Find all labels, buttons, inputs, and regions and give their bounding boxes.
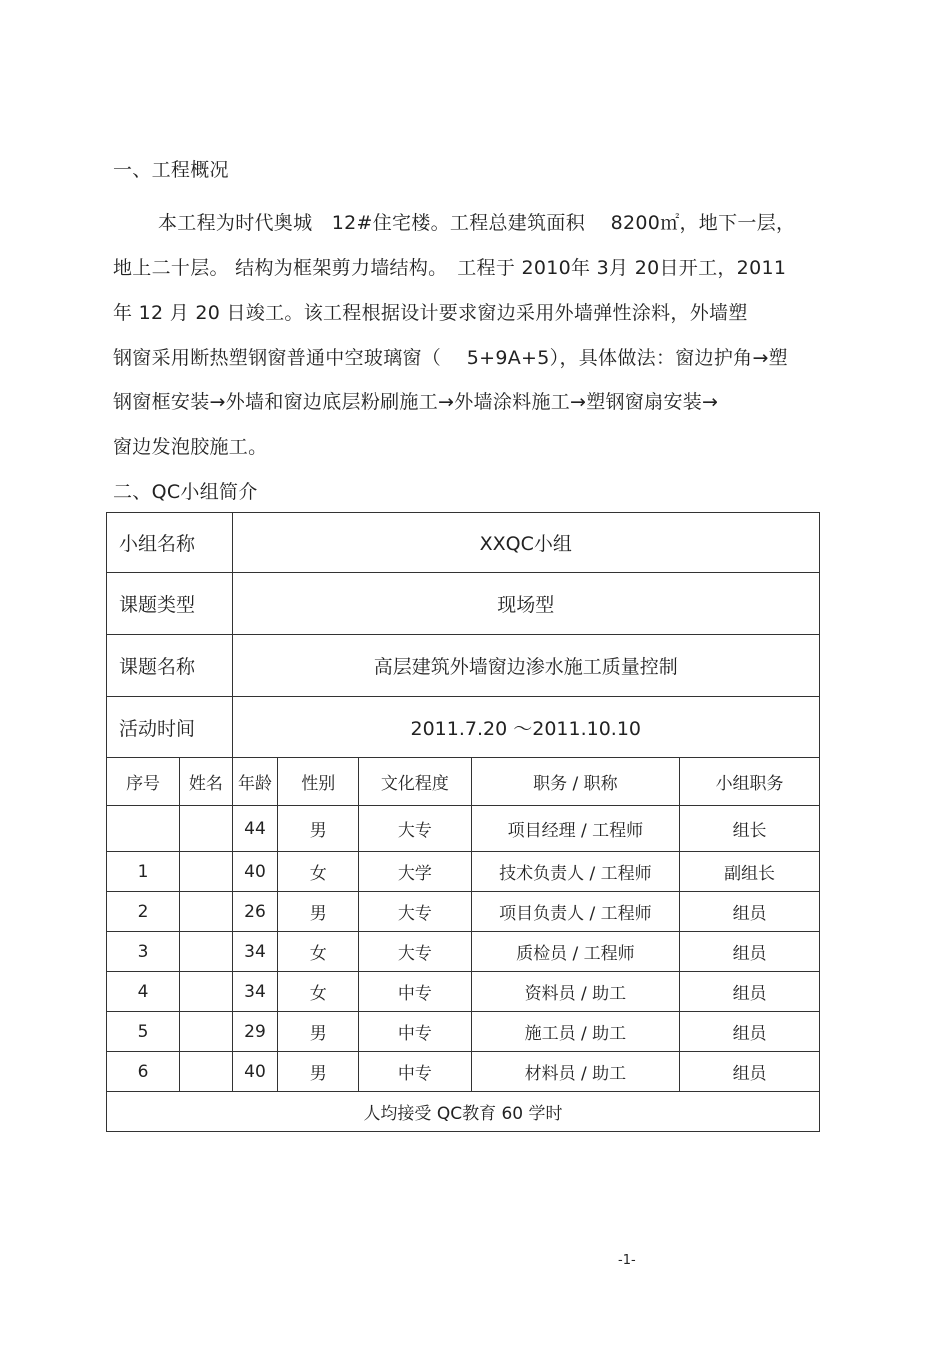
training-hours-note: 人均接受 QC教育 60 学时 (107, 1092, 820, 1132)
table-row (107, 932, 820, 972)
page-number: -1- (618, 1253, 636, 1268)
cell-title: 项目负责人 / 工程师 (471, 892, 680, 932)
cell-name (180, 852, 232, 892)
col-header-name: 姓名 (180, 758, 232, 806)
cell-education: 中专 (359, 972, 471, 1012)
group-name-label: 小组名称 (107, 513, 233, 573)
cell-education: 大学 (359, 852, 471, 892)
paragraph-line-1: 本工程为时代奥城 12#住宅楼。工程总建筑面积 8200㎡，地下一层， (158, 212, 796, 234)
qc-group-table (106, 512, 820, 1132)
cell-education: 大专 (359, 932, 471, 972)
cell-title: 质检员 / 工程师 (471, 932, 680, 972)
cell-name (180, 932, 232, 972)
cell-name (180, 972, 232, 1012)
topic-name-value: 高层建筑外墙窗边渗水施工质量控制 (232, 635, 819, 697)
table-row (107, 1052, 820, 1092)
cell-group-role: 组员 (680, 1012, 820, 1052)
cell-group-role: 组员 (680, 892, 820, 932)
col-header-group-role: 小组职务 (680, 758, 820, 806)
cell-gender: 女 (278, 852, 359, 892)
col-header-title: 职务 / 职称 (471, 758, 680, 806)
paragraph-line-5: 钢窗框安装→外墙和窗边底层粉刷施工→外墙涂料施工→塑钢窗扇安装→ (113, 391, 719, 413)
paragraph-line-4: 钢窗采用断热塑钢窗普通中空玻璃窗（ 5+9A+5），具体做法：窗边护角→塑 (113, 347, 788, 369)
cell-group-role: 组员 (680, 932, 820, 972)
cell-gender: 男 (278, 1012, 359, 1052)
cell-name (180, 1012, 232, 1052)
col-header-gender: 性别 (278, 758, 359, 806)
cell-no: 4 (107, 972, 180, 1012)
cell-title: 资料员 / 助工 (471, 972, 680, 1012)
topic-type-label: 课题类型 (107, 573, 233, 635)
cell-no: 1 (107, 852, 180, 892)
activity-time-row (107, 697, 820, 758)
cell-gender: 女 (278, 972, 359, 1012)
cell-name (180, 806, 232, 852)
cell-title: 项目经理 / 工程师 (471, 806, 680, 852)
cell-age: 40 (232, 1052, 278, 1092)
group-name-value: XXQC小组 (232, 513, 819, 573)
cell-group-role: 副组长 (680, 852, 820, 892)
table-row (107, 806, 820, 852)
topic-name-label: 课题名称 (107, 635, 233, 697)
cell-age: 34 (232, 972, 278, 1012)
paragraph-line-6: 窗边发泡胶施工。 (113, 436, 268, 458)
cell-no: 6 (107, 1052, 180, 1092)
cell-age: 34 (232, 932, 278, 972)
activity-time-label: 活动时间 (107, 697, 233, 758)
cell-no: 2 (107, 892, 180, 932)
cell-age: 29 (232, 1012, 278, 1052)
cell-name (180, 892, 232, 932)
cell-gender: 男 (278, 1052, 359, 1092)
paragraph-line-3: 年 12 月 20 日竣工。该工程根据设计要求窗边采用外墙弹性涂料，外墙塑 (113, 302, 748, 324)
cell-gender: 男 (278, 892, 359, 932)
cell-age: 26 (232, 892, 278, 932)
cell-title: 施工员 / 助工 (471, 1012, 680, 1052)
paragraph-line-2: 地上二十层。 结构为框架剪力墙结构。 工程于 2010年 3月 20日开工，2011 (113, 257, 787, 279)
cell-group-role: 组员 (680, 972, 820, 1012)
section2-heading: 二、QC小组简介 (113, 481, 258, 503)
activity-time-value: 2011.7.20 ～2011.10.10 (232, 697, 819, 758)
cell-title: 材料员 / 助工 (471, 1052, 680, 1092)
table-row (107, 892, 820, 932)
cell-no: 3 (107, 932, 180, 972)
table-footer-row (107, 1092, 820, 1132)
table-row (107, 972, 820, 1012)
cell-education: 大专 (359, 892, 471, 932)
table-row (107, 1012, 820, 1052)
col-header-education: 文化程度 (359, 758, 471, 806)
topic-type-row (107, 573, 820, 635)
cell-group-role: 组长 (680, 806, 820, 852)
cell-title: 技术负责人 / 工程师 (471, 852, 680, 892)
topic-name-row (107, 635, 820, 697)
group-name-row (107, 513, 820, 573)
cell-age: 44 (232, 806, 278, 852)
cell-gender: 女 (278, 932, 359, 972)
col-header-no: 序号 (107, 758, 180, 806)
col-header-age: 年龄 (232, 758, 278, 806)
cell-name (180, 1052, 232, 1092)
section1-heading: 一、工程概况 (113, 159, 229, 181)
topic-type-value: 现场型 (232, 573, 819, 635)
cell-education: 中专 (359, 1052, 471, 1092)
cell-gender: 男 (278, 806, 359, 852)
cell-education: 中专 (359, 1012, 471, 1052)
cell-no (107, 806, 180, 852)
cell-no: 5 (107, 1012, 180, 1052)
cell-age: 40 (232, 852, 278, 892)
member-header-row (107, 758, 820, 806)
cell-education: 大专 (359, 806, 471, 852)
cell-group-role: 组员 (680, 1052, 820, 1092)
table-row (107, 852, 820, 892)
